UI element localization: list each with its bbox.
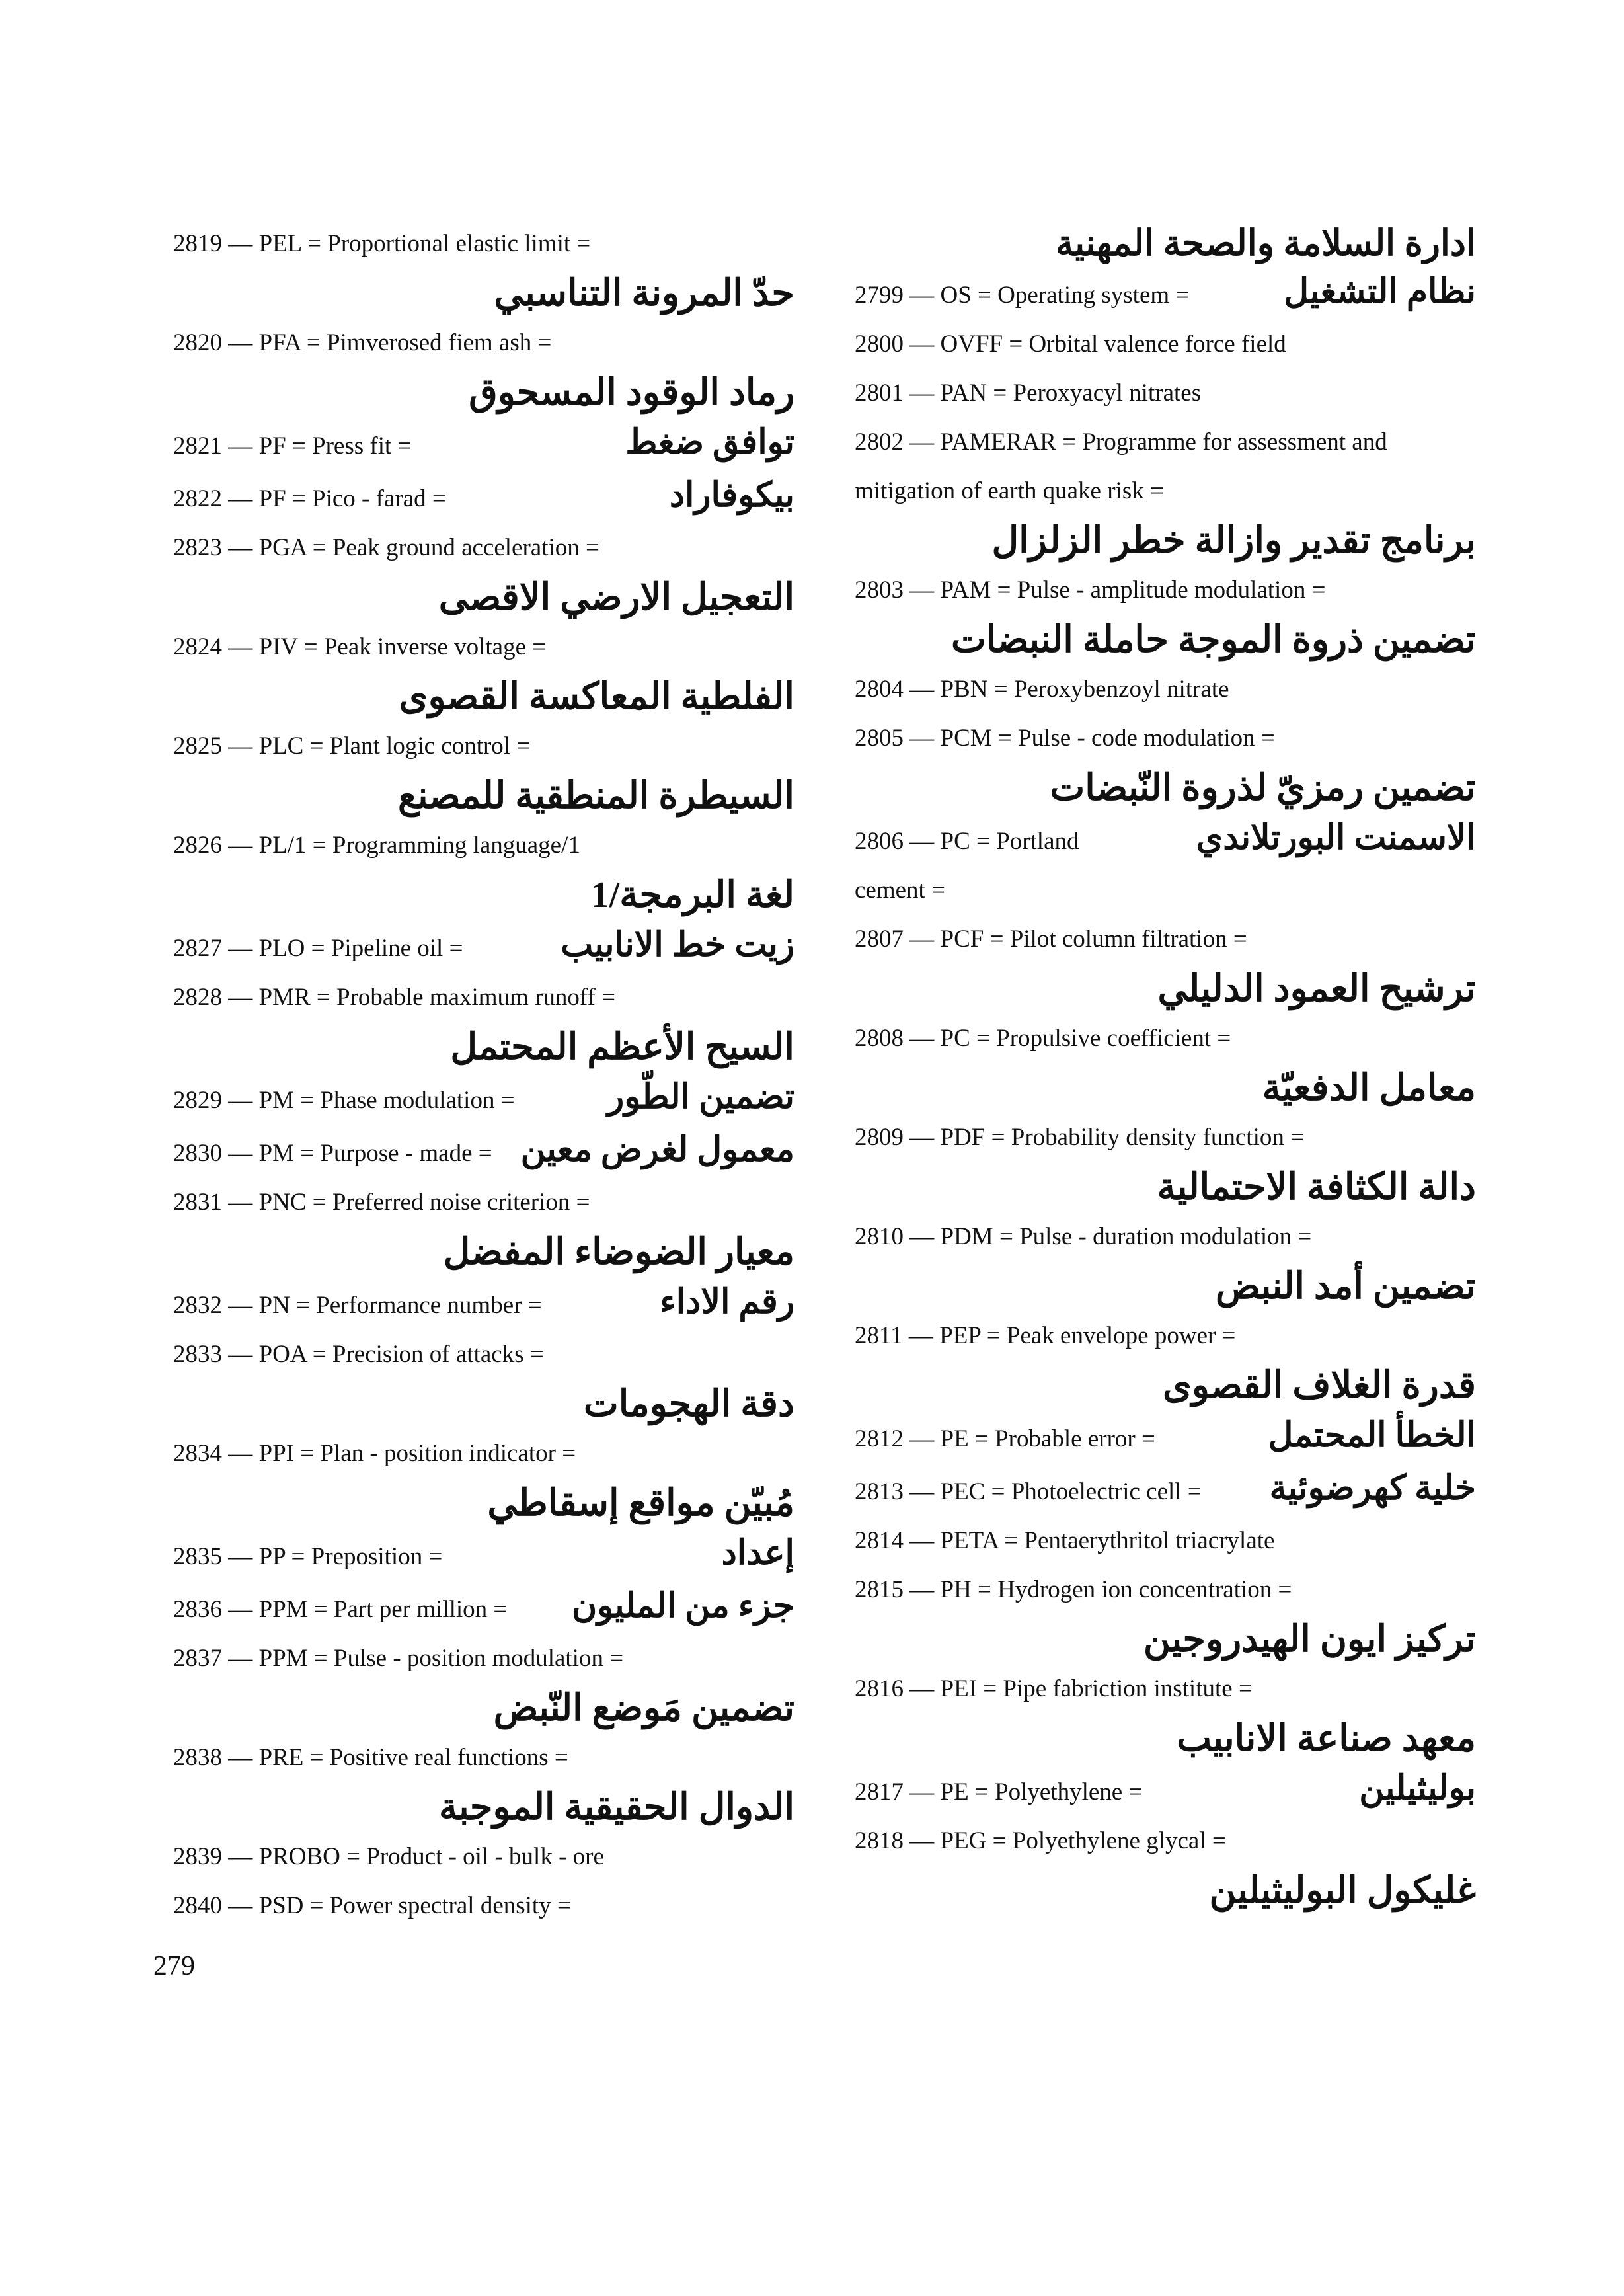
term-english: 2822 — PF = Pico - farad = xyxy=(173,485,446,512)
glossary-entry xyxy=(855,1014,1476,1113)
term-english: 2806 — PC = Portland xyxy=(855,828,1079,855)
term-arabic: رقم الاداء xyxy=(660,1283,794,1321)
entry-row xyxy=(173,1125,794,1178)
term-arabic: السيطرة المنطقية للمصنع xyxy=(398,775,794,816)
glossary-entry xyxy=(855,1113,1476,1212)
glossary-entry xyxy=(855,665,1476,714)
term-english: 2826 — PL/1 = Programming language/1 xyxy=(173,832,580,859)
glossary-entry xyxy=(173,418,794,471)
entry-row xyxy=(173,920,794,973)
glossary-entry xyxy=(173,623,794,722)
term-english: 2838 — PRE = Positive real functions = xyxy=(173,1744,568,1771)
glossary-entry xyxy=(855,1411,1476,1464)
term-arabic: دقة الهجومات xyxy=(583,1384,794,1425)
entry-row xyxy=(855,813,1476,866)
term-english: 2810 — PDM = Pulse - duration modulation = xyxy=(855,1223,1312,1250)
glossary-entry xyxy=(173,920,794,973)
glossary-entry xyxy=(855,1665,1476,1764)
term-english: 2833 — POA = Precision of attacks = xyxy=(173,1341,544,1368)
term-english: 2825 — PLC = Plant logic control = xyxy=(173,732,531,760)
term-english: 2840 — PSD = Power spectral density = xyxy=(173,1892,571,1919)
term-english: 2815 — PH = Hydrogen ion concentration = xyxy=(855,1576,1292,1603)
term-english: 2820 — PFA = Pimverosed fiem ash = xyxy=(173,329,552,356)
term-english: 2808 — PC = Propulsive coefficient = xyxy=(855,1025,1231,1052)
term-arabic: التعجيل الارضي الاقصى xyxy=(438,577,794,618)
glossary-entry xyxy=(173,1277,794,1330)
term-arabic: معيار الضوضاء المفضل xyxy=(443,1232,794,1273)
entry-row xyxy=(173,1581,794,1634)
glossary-entry xyxy=(855,1464,1476,1517)
term-arabic: تضمين مَوضع النّبض xyxy=(493,1688,794,1729)
term-arabic: نظام التشغيل xyxy=(1284,273,1476,311)
entry-row xyxy=(173,1528,794,1581)
term-arabic: رماد الوقود المسحوق xyxy=(469,372,794,413)
glossary-entry xyxy=(173,1072,794,1125)
term-english: 2818 — PEG = Polyethylene glycal = xyxy=(855,1827,1226,1854)
section-heading: ادارة السلامة والصحة المهنية xyxy=(1056,223,1476,263)
term-arabic: الاسمنت البورتلاندي xyxy=(1196,819,1476,857)
term-arabic: معهد صناعة الانابيب xyxy=(1177,1718,1476,1759)
glossary-entry xyxy=(173,973,794,1072)
term-arabic: السيح الأعظم المحتمل xyxy=(450,1027,794,1068)
term-english: 2804 — PBN = Peroxybenzoyl nitrate xyxy=(855,676,1229,703)
term-english: 2828 — PMR = Probable maximum runoff = xyxy=(173,984,615,1011)
term-english: 2832 — PN = Performance number = xyxy=(173,1292,542,1319)
term-english: 2821 — PF = Press fit = xyxy=(173,432,412,459)
glossary-entry xyxy=(173,1881,794,1930)
page-number: 279 xyxy=(153,1951,195,1981)
term-english: 2807 — PCF = Pilot column filtration = xyxy=(855,926,1247,953)
term-arabic: تضمين الطّور xyxy=(607,1078,794,1116)
glossary-entry xyxy=(855,1517,1476,1565)
term-english: 2827 — PLO = Pipeline oil = xyxy=(173,935,463,962)
glossary-entry xyxy=(855,320,1476,369)
term-arabic: معامل الدفعيّة xyxy=(1262,1068,1476,1109)
glossary-entry xyxy=(173,524,794,623)
term-arabic: جزء من المليون xyxy=(571,1587,794,1625)
entry-row xyxy=(855,1764,1476,1817)
term-arabic: لغة البرمجة/1 xyxy=(590,875,794,916)
glossary-entry xyxy=(855,1565,1476,1665)
term-arabic: دالة الكثافة الاحتمالية xyxy=(1157,1167,1476,1208)
term-english: 2830 — PM = Purpose - made = xyxy=(173,1140,492,1167)
glossary-entry xyxy=(855,369,1476,418)
glossary-entry xyxy=(855,1764,1476,1817)
term-english: 2836 — PPM = Part per million = xyxy=(173,1596,508,1623)
term-english: 2809 — PDF = Probability density function = xyxy=(855,1124,1304,1151)
term-arabic: زيت خط الانابيب xyxy=(561,926,794,964)
term-arabic: قدرة الغلاف القصوى xyxy=(1163,1365,1476,1406)
term-arabic: تركيز ايون الهيدروجين xyxy=(1143,1619,1476,1660)
term-english: 2834 — PPI = Plan - position indicator = xyxy=(173,1440,576,1467)
glossary-entry xyxy=(855,1212,1476,1312)
term-english: 2837 — PPM = Pulse - position modulation = xyxy=(173,1645,624,1672)
term-arabic: غليكول البوليثيلين xyxy=(1209,1870,1476,1911)
term-arabic: حدّ المرونة التناسبي xyxy=(494,273,794,314)
term-arabic: بيكوفاراد xyxy=(669,477,794,514)
glossary-entry xyxy=(173,821,794,920)
term-english: 2831 — PNC = Preferred noise criterion = xyxy=(173,1189,590,1216)
glossary-entry xyxy=(173,1733,794,1833)
glossary-entry xyxy=(855,267,1476,320)
term-english: 2839 — PROBO = Product - oil - bulk - ore xyxy=(173,1843,604,1870)
glossary-entry xyxy=(855,915,1476,1014)
term-english: 2799 — OS = Operating system = xyxy=(855,282,1190,309)
glossary-entry xyxy=(173,1125,794,1178)
entry-row xyxy=(173,1072,794,1125)
term-arabic: خلية كهرضوئية xyxy=(1269,1470,1476,1507)
term-arabic: توافق ضغط xyxy=(625,424,794,461)
glossary-entry xyxy=(855,813,1476,915)
glossary-entry xyxy=(173,1833,794,1881)
term-english-continuation: cement = xyxy=(855,877,945,904)
term-arabic: ترشيح العمود الدليلي xyxy=(1157,969,1476,1009)
term-english: 2801 — PAN = Peroxyacyl nitrates xyxy=(855,379,1202,407)
term-english: 2817 — PE = Polyethylene = xyxy=(855,1778,1143,1805)
term-english: 2835 — PP = Preposition = xyxy=(173,1543,443,1570)
term-arabic: الخطأ المحتمل xyxy=(1268,1417,1476,1454)
glossary-entry xyxy=(173,722,794,821)
term-english: 2805 — PCM = Pulse - code modulation = xyxy=(855,725,1275,752)
glossary-entry xyxy=(855,714,1476,813)
term-arabic: تضمين أمد النبض xyxy=(1215,1266,1476,1307)
term-english: 2803 — PAM = Pulse - amplitude modulation = xyxy=(855,576,1326,604)
entry-row xyxy=(173,1277,794,1330)
glossary-entry xyxy=(173,1528,794,1581)
term-arabic: الفلطية المعاكسة القصوى xyxy=(399,676,794,717)
term-english: 2814 — PETA = Pentaerythritol triacrylate xyxy=(855,1527,1275,1554)
term-arabic: تضمين رمزيّ لذروة النّبضات xyxy=(1050,768,1476,809)
glossary-entry xyxy=(173,1581,794,1634)
term-arabic: بوليثيلين xyxy=(1359,1770,1476,1807)
entry-row xyxy=(855,1411,1476,1464)
glossary-entry xyxy=(855,418,1476,566)
glossary-entry xyxy=(173,319,794,418)
entry-row xyxy=(173,418,794,471)
glossary-entry xyxy=(173,219,794,319)
term-english: 2829 — PM = Phase modulation = xyxy=(173,1087,515,1114)
term-english: 2811 — PEP = Peak envelope power = xyxy=(855,1322,1236,1349)
term-arabic: الدوال الحقيقية الموجبة xyxy=(438,1787,794,1828)
term-english: 2824 — PIV = Peak inverse voltage = xyxy=(173,633,547,660)
term-arabic: برنامج تقدير وازالة خطر الزلزال xyxy=(991,520,1476,561)
glossary-entry xyxy=(173,1634,794,1733)
left-column xyxy=(173,219,794,1930)
glossary-entry xyxy=(173,1330,794,1429)
term-english: 2802 — PAMERAR = Programme for assessment and mitigation of earth quake risk = xyxy=(855,428,1387,504)
glossary-entry xyxy=(173,1178,794,1277)
term-english: 2823 — PGA = Peak ground acceleration = xyxy=(173,534,599,561)
glossary-entry xyxy=(855,1817,1476,1916)
term-arabic: إعداد xyxy=(721,1534,794,1572)
term-english: 2819 — PEL = Proportional elastic limit = xyxy=(173,230,591,257)
term-english: 2812 — PE = Probable error = xyxy=(855,1425,1155,1452)
term-english: 2813 — PEC = Photoelectric cell = xyxy=(855,1478,1202,1505)
right-column xyxy=(855,219,1476,1916)
glossary-entry xyxy=(173,1429,794,1528)
glossary-entry xyxy=(855,1312,1476,1411)
entry-row xyxy=(855,1464,1476,1517)
term-arabic: مُبيّن مواقع إسقاطي xyxy=(487,1483,794,1524)
glossary-entry xyxy=(855,566,1476,665)
term-arabic: معمول لغرض معين xyxy=(520,1131,794,1169)
term-english: 2816 — PEI = Pipe fabriction institute = xyxy=(855,1675,1253,1702)
term-english: 2800 — OVFF = Orbital valence force field xyxy=(855,331,1286,358)
entry-row xyxy=(855,267,1476,320)
glossary-entry xyxy=(173,471,794,524)
entry-row xyxy=(173,471,794,524)
term-arabic: تضمين ذروة الموجة حاملة النبضات xyxy=(951,619,1476,660)
